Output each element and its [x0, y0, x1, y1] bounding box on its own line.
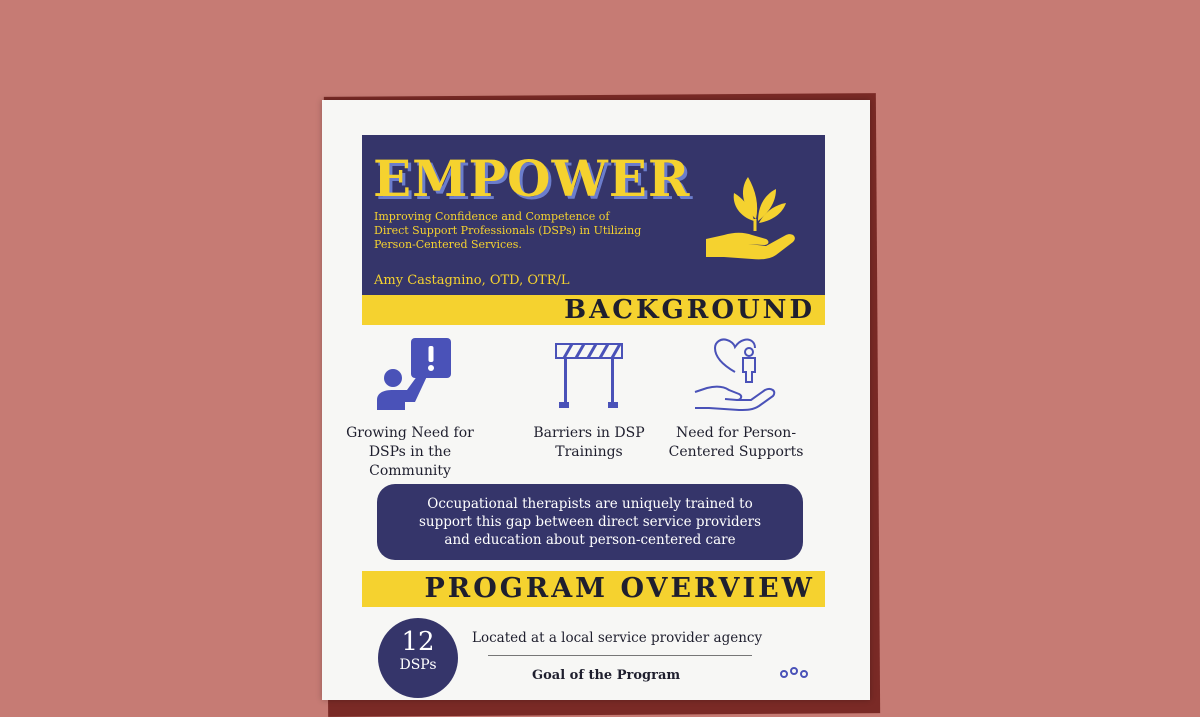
feature-label: Need for Person-Centered Supports: [668, 425, 804, 460]
dsp-count-badge: [378, 618, 458, 698]
people-icon: [778, 666, 810, 682]
poster-subtitle: Improving Confidence and Competence of Direct Support Professionals (DSPs) in Utilizing Person-Centered Services.: [374, 210, 642, 251]
program-overview-heading: PROGRAM OVERVIEW: [424, 573, 815, 604]
background-section-bar: [362, 295, 825, 325]
callout-box: [377, 484, 803, 560]
feature-label: Barriers in DSP Trainings: [533, 425, 645, 460]
feature-barriers: [519, 338, 659, 462]
header-banner: [362, 135, 825, 295]
barrier-icon: [544, 338, 634, 414]
dsp-count-number: 12: [401, 627, 435, 657]
hand-sprout-icon: [704, 169, 804, 261]
feature-person-centered: [666, 338, 806, 462]
background-heading: BACKGROUND: [564, 295, 815, 325]
callout-text: Occupational therapists are uniquely trained to support this gap between direct service providers and education about person-centered care: [418, 496, 762, 548]
poster-page: [322, 100, 870, 700]
author-name: Amy Castagnino, OTD, OTR/L: [374, 273, 570, 288]
hand-heart-person-icon: [691, 338, 781, 414]
location-text: Located at a local service provider agency: [472, 630, 763, 646]
dsp-count-unit: DSPs: [399, 657, 437, 673]
goal-heading: Goal of the Program: [532, 668, 681, 683]
person-alert-icon: [365, 338, 455, 414]
divider: [488, 655, 752, 656]
poster-title: EMPOWER: [373, 149, 691, 208]
feature-label: Growing Need for DSPs in the Community: [346, 425, 474, 479]
program-overview-bar: [362, 571, 825, 607]
feature-growing-need: [340, 338, 480, 481]
